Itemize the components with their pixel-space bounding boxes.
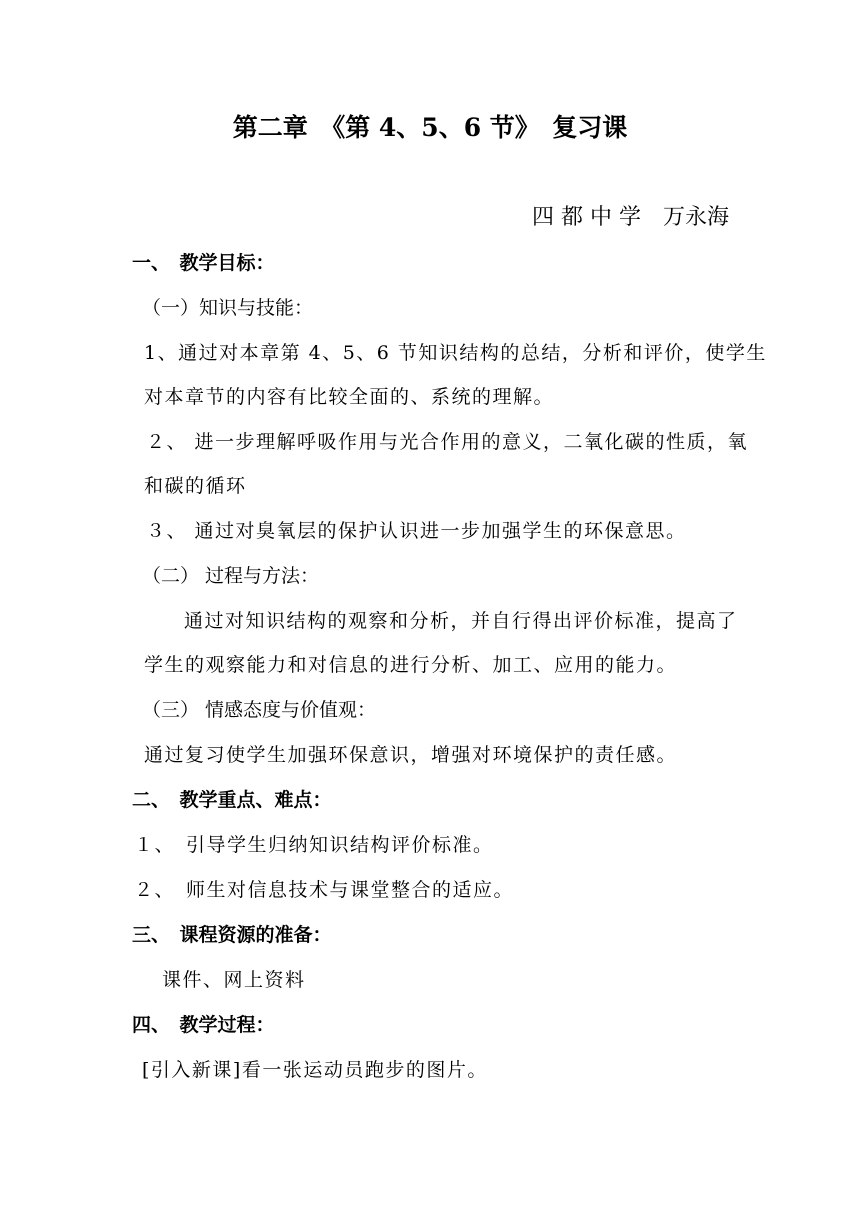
author-line: 四 都 中 学 万永海 [532, 205, 729, 230]
paragraph-3: ３、 通过对臭氧层的保护认识进一步加强学生的环保意思。 [146, 520, 687, 542]
paragraph-4-line-1: 通过对知识结构的观察和分析，并自行得出评价标准，提高了 [184, 610, 738, 632]
subsection-2-heading: （二） 过程与方法： [142, 565, 320, 587]
document-title: 第二章 《第 4、5、6 节》 复习课 [232, 113, 628, 142]
section-2-heading: 二、 教学重点、难点： [132, 789, 332, 811]
paragraph-5: 通过复习使学生加强环保意识，增强对环境保护的责任感。 [144, 744, 678, 766]
paragraph-2-line-2: 和碳的循环 [144, 475, 247, 497]
section-1-heading: 一、 教学目标： [132, 252, 275, 274]
section-3-paragraph: 课件、网上资料 [162, 969, 306, 991]
paragraph-1-line-2: 对本章节的内容有比较全面的、系统的理解。 [144, 386, 555, 408]
section-2-item-2: ２、 师生对信息技术与课堂整合的适应。 [134, 879, 515, 901]
paragraph-2-line-1: ２、 进一步理解呼吸作用与光合作用的意义，二氧化碳的性质，氧 [146, 431, 749, 453]
subsection-1-heading: （一）知识与技能： [142, 297, 314, 319]
paragraph-1-line-1: 1、通过对本章第 4、5、6 节知识结构的总结，分析和评价，使学生 [144, 342, 767, 364]
section-3-heading: 三、 课程资源的准备： [132, 924, 332, 946]
paragraph-4-line-2: 学生的观察能力和对信息的进行分析、加工、应用的能力。 [144, 654, 678, 676]
section-4-heading: 四、 教学过程： [132, 1014, 275, 1036]
subsection-3-heading: （三） 情感态度与价值观： [142, 699, 377, 721]
section-2-item-1: １、 引导学生归纳知识结构评价标准。 [134, 834, 494, 856]
section-4-paragraph: [引入新课]看一张运动员跑步的图片。 [142, 1059, 488, 1081]
